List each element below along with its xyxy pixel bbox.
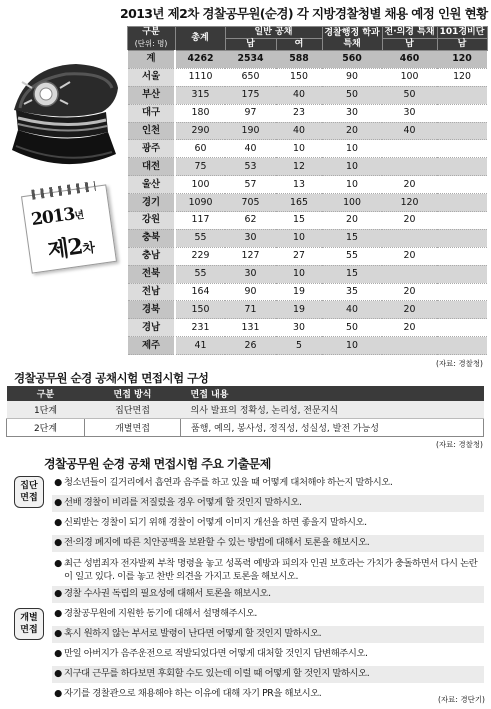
table-row [127,86,487,104]
female-cell: 5 [276,337,322,355]
female-cell: 10 [276,229,322,247]
bullet-icon: ● [54,688,62,699]
admin-cell: 35 [322,283,382,301]
female-cell: 30 [276,319,322,337]
female-cell: 23 [276,104,322,122]
conscript-cell [382,229,437,247]
exam-row [7,401,484,419]
male-cell: 2534 [225,51,276,69]
mobile-cell: 120 [437,51,487,69]
bullet-icon: ● [54,648,62,659]
question-item [52,515,484,532]
male-cell: 30 [225,229,276,247]
total-cell: 315 [175,86,225,104]
exam-method: 개별면접 [85,419,181,437]
conscript-cell [382,158,437,176]
table-row [127,319,487,337]
mobile-cell [437,247,487,265]
total-cell: 55 [175,265,225,283]
female-cell: 19 [276,283,322,301]
male-cell: 57 [225,176,276,194]
exam-content: 의사 발표의 정확성, 논리성, 전문지식 [181,401,484,419]
total-cell: 1110 [175,68,225,86]
region-cell: 대전 [127,158,175,176]
table-row [127,68,487,86]
male-cell: 97 [225,104,276,122]
female-cell: 15 [276,212,322,230]
bullet-icon: ● [54,517,62,528]
bullet-icon: ● [54,628,62,639]
conscript-cell [382,265,437,283]
total-cell: 4262 [175,51,225,69]
calendar-round: 제2차 [46,233,96,265]
table-row [127,283,487,301]
region-cell: 전남 [127,283,175,301]
bullet-icon: ● [54,588,62,599]
table-row [127,337,487,355]
bullet-icon: ● [54,668,62,679]
table-row [127,51,487,69]
mobile-cell [437,158,487,176]
conscript-cell: 20 [382,283,437,301]
total-cell: 41 [175,337,225,355]
region-cell: 부산 [127,86,175,104]
question-text: 전·의경 폐지에 따른 치안공백을 보완할 수 있는 방법에 대해서 토론을 해보시오. [64,537,370,548]
admin-cell: 10 [322,158,382,176]
header-male: 남 [225,39,276,51]
mobile-cell [437,229,487,247]
total-cell: 229 [175,247,225,265]
question-item [52,666,484,683]
male-cell: 30 [225,265,276,283]
conscript-cell: 20 [382,319,437,337]
female-cell: 10 [276,140,322,158]
recruitment-table-body [127,51,487,355]
exam-content: 품행, 예의, 봉사성, 정직성, 성실성, 발전 가능성 [181,419,484,437]
region-cell: 충북 [127,229,175,247]
region-cell: 대구 [127,104,175,122]
admin-cell: 10 [322,176,382,194]
table-row [127,265,487,283]
exam-stage: 2단계 [7,419,85,437]
region-cell: 울산 [127,176,175,194]
admin-cell: 20 [322,122,382,140]
table-row [127,140,487,158]
recruitment-table [126,26,488,355]
recruitment-source: (자료: 경찰청) [436,359,483,368]
questions-source: (자료: 경단기) [438,695,485,704]
conscript-cell: 120 [382,194,437,212]
group-interview-label: 집단 면접 [14,476,44,508]
total-cell: 164 [175,283,225,301]
header-total: 총계 [175,27,225,51]
recruitment-table-title: 2013년 제2차 경찰공무원(순경) 각 지방경찰청별 채용 예정 인원 현황 [120,6,488,21]
question-item [52,686,484,703]
male-cell: 650 [225,68,276,86]
female-cell: 13 [276,176,322,194]
female-cell: 12 [276,158,322,176]
header-conscript: 전·의경 특채 [382,27,437,39]
admin-cell: 15 [322,229,382,247]
mobile-cell [437,194,487,212]
total-cell: 75 [175,158,225,176]
table-row [127,122,487,140]
question-item [52,626,484,643]
mobile-cell [437,301,487,319]
mobile-cell [437,337,487,355]
conscript-cell: 20 [382,301,437,319]
question-item [52,556,484,585]
question-text: 혹시 원하지 않는 부서로 발령이 난다면 어떻게 할 것인지 말하시오. [64,628,322,639]
table-row [127,229,487,247]
mobile-cell [437,122,487,140]
admin-cell: 560 [322,51,382,69]
calendar-rings [31,181,96,200]
question-text: 만일 아버지가 음주운전으로 적발되었다면 어떻게 대처할 것인지 답변해주시오. [64,648,368,659]
admin-cell: 10 [322,140,382,158]
male-cell: 53 [225,158,276,176]
conscript-cell [382,140,437,158]
region-cell: 경기 [127,194,175,212]
total-cell: 150 [175,301,225,319]
individual-interview-label: 개별 면접 [14,608,44,640]
total-cell: 55 [175,229,225,247]
mobile-cell: 120 [437,68,487,86]
exam-source: (자료: 경찰청) [436,440,483,449]
admin-cell: 100 [322,194,382,212]
table-row [127,194,487,212]
admin-cell: 10 [322,337,382,355]
total-cell: 180 [175,104,225,122]
exam-method: 집단면접 [85,401,181,419]
male-cell: 131 [225,319,276,337]
table-row [127,158,487,176]
question-item [52,475,484,492]
conscript-cell: 20 [382,247,437,265]
header-conscript-male: 남 [382,39,437,51]
table-row [127,247,487,265]
question-text: 경찰 수사권 독립의 필요성에 대해서 토론을 해보시오. [64,588,271,599]
region-cell: 서울 [127,68,175,86]
total-cell: 60 [175,140,225,158]
male-cell: 71 [225,301,276,319]
question-text: 신뢰받는 경찰이 되기 위해 경찰이 어떻게 이미지 개선을 하면 좋을지 말하시오. [64,517,367,528]
question-text: 자기를 경찰관으로 채용해야 하는 이유에 대해 자기 PR을 해보시오. [64,688,322,699]
calendar-badge [21,184,117,273]
exam-header-content: 면접 내용 [181,386,484,401]
female-cell: 40 [276,86,322,104]
question-text: 선배 경찰이 비리를 저질렀을 경우 어떻게 할 것인지 말하시오. [64,497,302,508]
mobile-cell [437,265,487,283]
mobile-cell [437,283,487,301]
male-cell: 705 [225,194,276,212]
conscript-cell: 50 [382,86,437,104]
bullet-icon: ● [54,608,62,619]
admin-cell: 90 [322,68,382,86]
admin-cell: 50 [322,319,382,337]
conscript-cell: 100 [382,68,437,86]
male-cell: 127 [225,247,276,265]
admin-cell: 50 [322,86,382,104]
region-cell: 경북 [127,301,175,319]
question-item [52,606,484,623]
exam-header-stage: 구분 [7,386,85,401]
region-cell: 경남 [127,319,175,337]
male-cell: 190 [225,122,276,140]
female-cell: 165 [276,194,322,212]
bullet-icon: ● [54,497,62,508]
conscript-cell [382,337,437,355]
conscript-cell: 20 [382,212,437,230]
male-cell: 62 [225,212,276,230]
question-item [52,646,484,663]
bullet-icon: ● [54,537,62,548]
male-cell: 40 [225,140,276,158]
male-cell: 90 [225,283,276,301]
mobile-cell [437,104,487,122]
admin-cell: 40 [322,301,382,319]
question-item [52,535,484,552]
male-cell: 175 [225,86,276,104]
question-text: 경찰공무원에 지원한 동기에 대해서 설명해주시오. [64,608,257,619]
region-cell: 계 [127,51,175,69]
exam-row [7,419,484,437]
header-general: 일반 공채 [225,27,322,39]
female-cell: 19 [276,301,322,319]
male-cell: 26 [225,337,276,355]
police-cap-image [6,58,122,178]
table-row [127,104,487,122]
bullet-icon: ● [54,558,62,569]
mobile-cell [437,176,487,194]
female-cell: 27 [276,247,322,265]
female-cell: 588 [276,51,322,69]
header-region: 구분 (단위: 명) [127,27,175,51]
region-cell: 인천 [127,122,175,140]
exam-table [6,386,484,437]
calendar-year: 2013년 [30,204,85,231]
header-female: 여 [276,39,322,51]
exam-header-method: 면접 방식 [85,386,181,401]
question-item [52,586,484,603]
total-cell: 117 [175,212,225,230]
table-row [127,212,487,230]
bullet-icon: ● [54,477,62,488]
table-row [127,176,487,194]
region-cell: 광주 [127,140,175,158]
header-admin: 경찰행정 학과 특채 [322,27,382,51]
conscript-cell: 40 [382,122,437,140]
mobile-cell [437,212,487,230]
header-mobile: 101경비단 [437,27,487,39]
question-text: 청소년들이 길거리에서 흡연과 음주를 하고 있을 때 어떻게 대처해야 하는지 말하시오. [64,477,393,488]
admin-cell: 20 [322,212,382,230]
question-item [52,495,484,512]
conscript-cell: 460 [382,51,437,69]
question-text: 지구대 근무를 하다보면 후회할 수도 있는데 이럴 때 어떻게 할 것인지 말하시오. [64,668,370,679]
region-cell: 제주 [127,337,175,355]
conscript-cell: 30 [382,104,437,122]
admin-cell: 55 [322,247,382,265]
mobile-cell [437,140,487,158]
female-cell: 10 [276,265,322,283]
mobile-cell [437,86,487,104]
region-cell: 강원 [127,212,175,230]
total-cell: 290 [175,122,225,140]
exam-section-title: 경찰공무원 순경 공채시험 면접시험 구성 [14,371,209,385]
region-cell: 충남 [127,247,175,265]
admin-cell: 30 [322,104,382,122]
female-cell: 150 [276,68,322,86]
table-row [127,301,487,319]
question-text: 최근 성범죄자 전자발찌 부착 명령을 놓고 성폭력 예방과 피의자 인권 보호라는 가치가 충돌하면서 다시 논란이 일고 있다. 이를 놓고 찬반 의견을 가지고 토론을 해보시오. [64,558,478,582]
admin-cell: 15 [322,265,382,283]
conscript-cell: 20 [382,176,437,194]
region-cell: 전북 [127,265,175,283]
questions-section-title: 경찰공무원 순경 공채 면접시험 주요 기출문제 [44,457,271,471]
header-mobile-male: 남 [437,39,487,51]
exam-stage: 1단계 [7,401,85,419]
mobile-cell [437,319,487,337]
total-cell: 1090 [175,194,225,212]
total-cell: 231 [175,319,225,337]
female-cell: 40 [276,122,322,140]
total-cell: 100 [175,176,225,194]
